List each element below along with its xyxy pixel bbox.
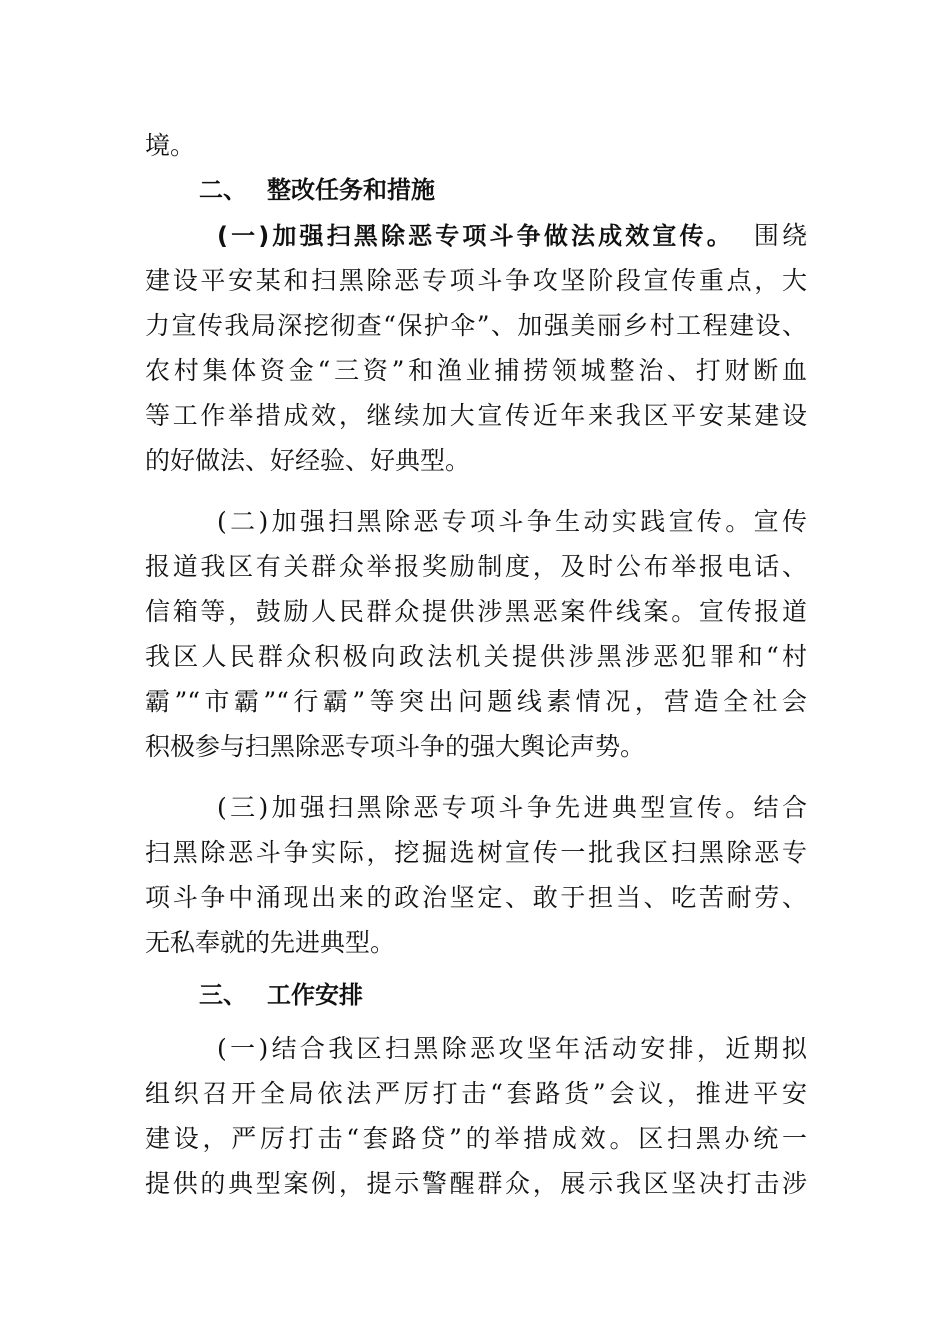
text-line: 组织召开全局依法严厉打击“套路货”会议，推进平安	[145, 1079, 807, 1108]
text-line: 扫黑除恶斗争实际，挖掘选树宣传一批我区扫黑除恶专	[145, 838, 807, 867]
section-title: 工作安排	[267, 981, 363, 1009]
text-line: (一)结合我区扫黑除恶攻坚年活动安排，近期拟	[217, 1034, 807, 1063]
text-line: 建设平安某和扫黑除恶专项斗争攻坚阶段宣传重点，大	[145, 266, 807, 295]
text-fragment: 围绕	[753, 221, 807, 250]
section-title: 整改任务和措施	[267, 176, 435, 204]
text-line: 项斗争中涌现出来的政治坚定、敢于担当、吃苦耐劳、	[145, 883, 807, 912]
text-line: 等工作举措成效，继续加大宣传近年来我区平安某建设	[145, 401, 807, 430]
paragraph-gap	[145, 1018, 807, 1026]
section-heading-3	[145, 973, 807, 1018]
section-number: 二、	[199, 176, 247, 204]
text-line: 信箱等，鼓励人民群众提供涉黑恶案件线案。宣传报道	[145, 597, 807, 626]
text-line: 无私奉就的先进典型。	[145, 928, 396, 957]
text-line	[145, 213, 807, 258]
text-line: (二)加强扫黑除恶专项斗争生动实践宣传。宣传	[217, 507, 807, 536]
paragraph-gap	[145, 965, 807, 973]
paragraph-2-1	[145, 213, 807, 483]
text-line: 力宣传我局深挖彻查“保护伞”、加强美丽乡村工程建设、	[145, 311, 807, 340]
paragraph-2-3	[145, 785, 807, 965]
text-line: 我区人民群众积极向政法机关提供涉黑涉恶犯罪和“村	[145, 642, 807, 671]
text-line: 建设，严厉打击“套路贷”的举措成效。区扫黑办统一	[145, 1124, 807, 1153]
paragraph-gap	[145, 769, 807, 785]
paragraph-3-1	[145, 1026, 807, 1206]
section-number: 三、	[199, 981, 247, 1009]
text-line: 的好做法、好经验、好典型。	[145, 446, 471, 475]
section-heading-2	[145, 168, 807, 213]
paragraph-gap	[145, 483, 807, 499]
subsection-heading: (一)加强扫黑除恶专项斗争做法成效宣传。	[217, 222, 734, 250]
text-line: 霸”“市霸”“行霸”等突出问题线素情况，营造全社会	[145, 687, 807, 716]
document-body	[145, 123, 807, 1206]
text-line: (三)加强扫黑除恶专项斗争先进典型宣传。结合	[217, 793, 807, 822]
paragraph-2-2	[145, 499, 807, 769]
text-line: 农村集体资金“三资”和渔业捕捞领城整治、打财断血	[145, 356, 807, 385]
text-line: 境。	[145, 131, 196, 160]
text-line: 报道我区有关群众举报奖励制度，及时公布举报电话、	[145, 552, 807, 581]
text-line: 提供的典型案例，提示警醒群众，展示我区坚决打击涉	[145, 1169, 807, 1198]
text-line: 积极参与扫黑除恶专项斗争的强大舆论声势。	[145, 732, 646, 761]
